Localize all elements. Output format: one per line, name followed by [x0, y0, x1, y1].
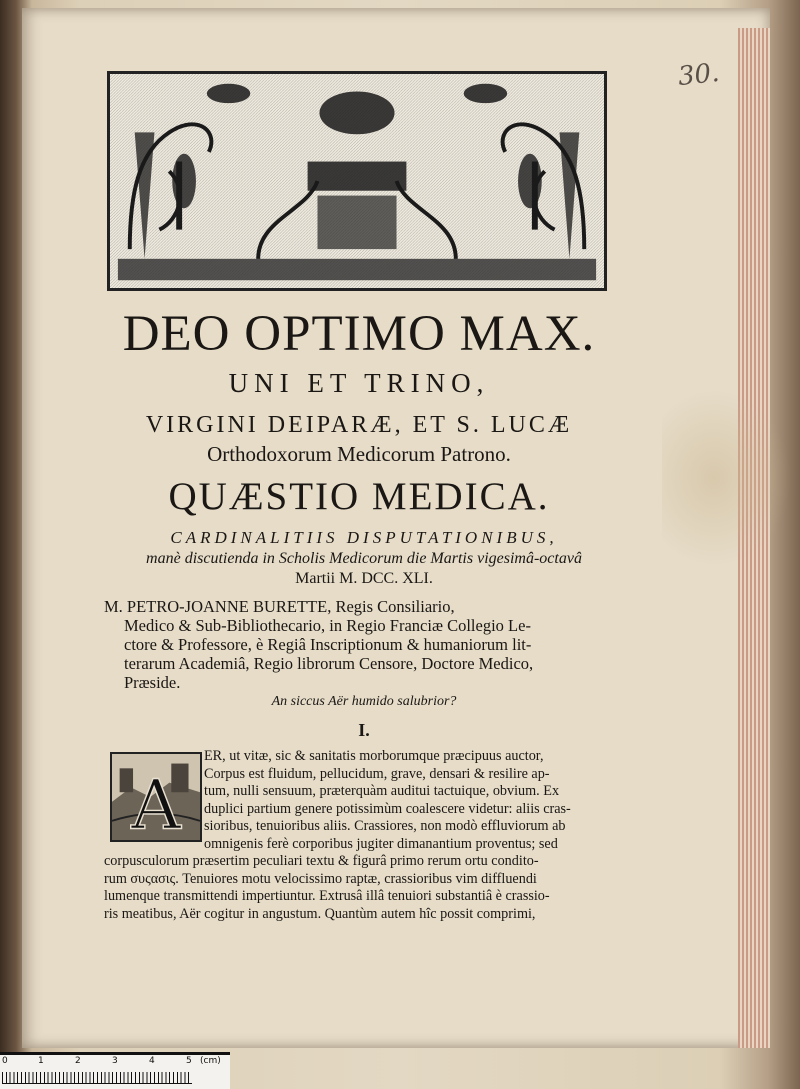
dedication-subline: VIRGINI DEIPARÆ, ET S. LUCÆ — [145, 412, 573, 438]
scale-ruler — [0, 1052, 230, 1089]
ruler-label: 4 — [149, 1056, 155, 1066]
preses-line: terarum Academiâ, Regio librorum Censore, Doctore Medico, — [124, 654, 534, 673]
preses-line: Præside. — [124, 673, 181, 692]
thesis-heading: QUÆSTIO MEDICA. — [168, 475, 550, 518]
thesis-question: An siccus Aër humido salubrior? — [271, 694, 457, 709]
body-line: omnigenis ferè corporibus jugiter dimanantium proventus; sed — [204, 835, 558, 852]
preses-line: ctore & Professore, è Regiâ Inscriptionum & humaniorum lit- — [124, 635, 532, 654]
paper-stain — [662, 388, 792, 568]
body-line: ER, ut vitæ, sic & sanitatis morborumque præcipuus auctor, — [204, 748, 544, 764]
preses-line: Medico & Sub-Bibliothecario, in Regio Franciæ Collegio Le- — [124, 616, 531, 635]
preses-line: M. PETRO-JOANNE BURETTE, Regis Consiliario, — [104, 597, 455, 616]
body-line: ris meatibus, Aër cogitur in angustum. Quantùm autem hîc possit comprimi, — [104, 905, 536, 922]
patron-line: Orthodoxorum Medicorum Patrono. — [207, 442, 511, 466]
ruler-labels — [0, 1056, 230, 1070]
ruler-label: 2 — [75, 1056, 81, 1066]
venue-line: manè discutienda in Scholis Medicorum die Martis vigesimâ-octavâ — [146, 550, 582, 567]
ruler-baseline — [2, 1083, 192, 1084]
main-title: DEO OPTIMO MAX. — [122, 306, 596, 362]
section-numeral: I. — [358, 720, 370, 740]
body-paragraph — [104, 748, 624, 923]
disputation-heading: CARDINALITIIS DISPUTATIONIBUS, — [170, 528, 558, 547]
body-line: Corpus est fluidum, pellucidum, grave, densari & resilire ap- — [204, 765, 550, 782]
dedication-line: UNI ET TRINO, — [228, 368, 490, 398]
ruler-bar — [0, 1052, 230, 1055]
folio-number: 30. — [676, 57, 721, 93]
body-line: tum, nulli sensuum, præterquàm auditui tactuique, obvium. Ex — [204, 783, 560, 799]
ruler-label: 0 — [2, 1056, 8, 1066]
dropcap-letter: A — [131, 765, 181, 840]
body-line: sioribus, tenuioribus aliis. Crassiores, non modò effluviorum ab — [204, 818, 566, 834]
body-line: rum συςασις. Tenuiores motu velocissimo raptæ, crassioribus vim diffluendi — [104, 870, 537, 887]
body-line: lumenque transmittendi impertiuntur. Extrusâ illâ tenuiori substantiâ è crassio- — [104, 888, 550, 904]
ruler-label: 5 — [186, 1056, 192, 1066]
presiding-paragraph — [104, 597, 624, 692]
ornamental-headpiece — [107, 71, 607, 291]
body-line: duplici partium genere potissimùm coalescere videtur: aliis cras- — [204, 800, 571, 817]
date-line: Martii M. DCC. XLI. — [295, 570, 433, 587]
ruler-label: 3 — [112, 1056, 118, 1066]
body-line: corpusculorum præsertim peculiari textu & figurâ primo rerum ortu condito- — [104, 853, 539, 869]
ruler-unit: (cm) — [200, 1056, 221, 1066]
ruler-label: 1 — [38, 1056, 44, 1066]
